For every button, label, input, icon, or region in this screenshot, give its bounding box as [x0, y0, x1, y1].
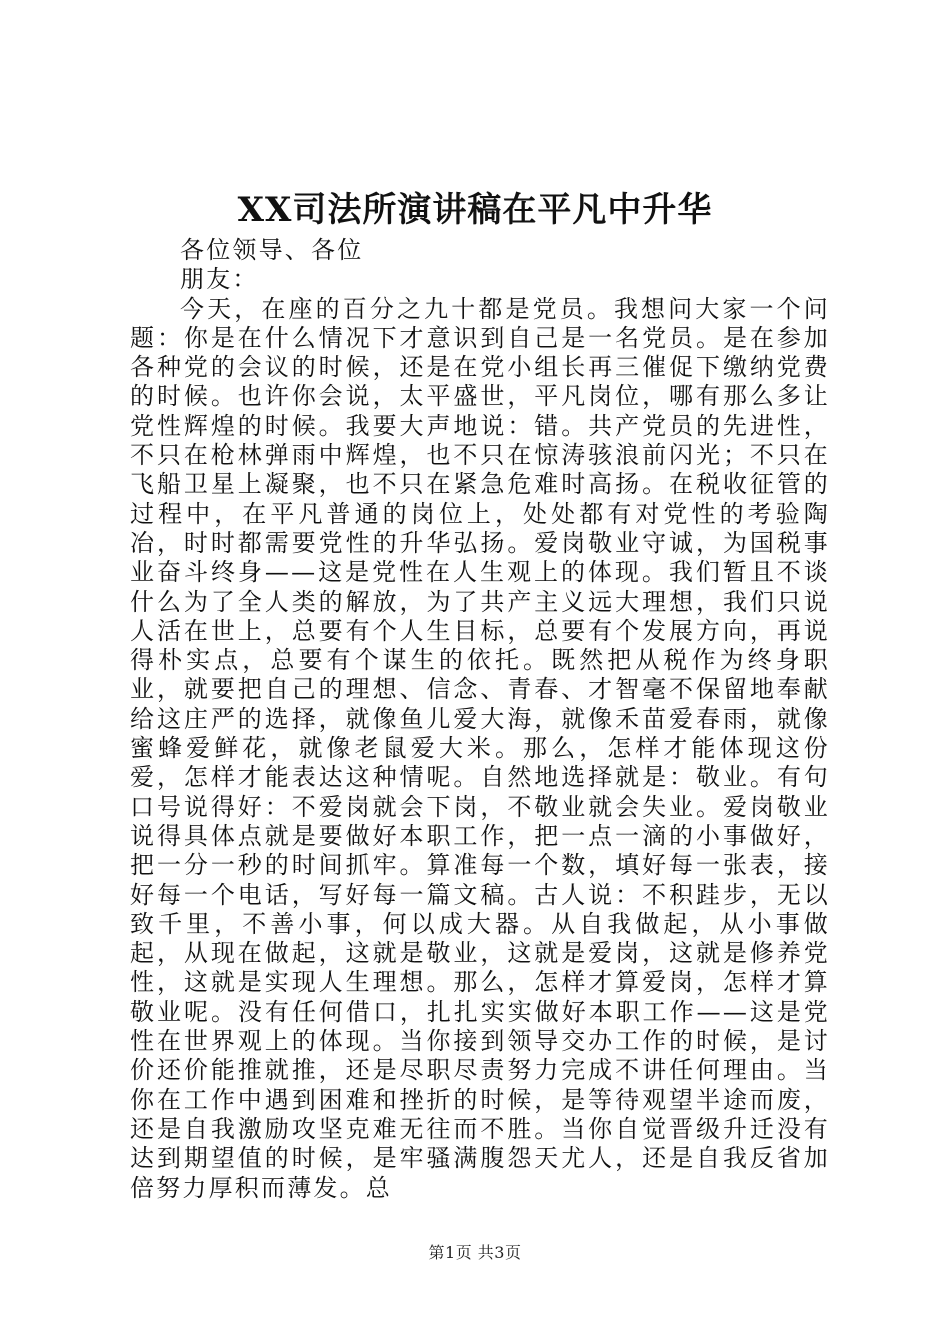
- salutation-line-2: 朋友：: [180, 265, 259, 294]
- salutation-line-1: 各位领导、各位: [180, 236, 364, 264]
- body-paragraph: 今天，在座的百分之九十都是党员。我想问大家一个问题：你是在什么情况下才意识到自己是一名党员。是在参加各种党的会议的时候，还是在党小组长再三催促下缴纳党费的时候。也许你会说，太平盛世，平凡岗位，哪有那么多让党性辉煌的时候。我要大声地说：错。共产党员的先进性，不只在枪林弹雨中辉煌，也不只在惊涛骇浪前闪光；不只在飞船卫星上凝聚，也不只在紧急危难时高扬。在税收征管的过程中，在平凡普通的岗位上，处处都有对党性的考验陶冶，时时都需要党性的升华弘扬。爱岗敬业守诚，为国税事业奋斗终身——这是党性在人生观上的体现。我们暂且不谈什么为了全人类的解放，为了共产主义远大理想，我们只说人活在世上，总要有个人生目标，总要有个发展方向，再说得朴实点，总要有个谋生的依托。既然把从税作为终身职业，就要把自己的理想、信念、青春、才智毫不保留地奉献给这庄严的选择，就像鱼儿爱大海，就像禾苗爱春雨，就像蜜蜂爱鲜花，就像老鼠爱大米。那么，怎样才能体现这份爱，怎样才能表达这种情呢。自然地选择就是：敬业。有句口号说得好：不爱岗就会下岗，不敬业就会失业。爱岗敬业说得具体点就是要做好本职工作，把一点一滴的小事做好，把一分一秒的时间抓牢。算准每一个数，填好每一张表，接好每一个电话，写好每一篇文稿。古人说：不积跬步，无以致千里，不善小事，何以成大器。从自我做起，从小事做起，从现在做起，这就是敬业，这就是爱岗，这就是修养党性，这就是实现人生理想。那么，怎样才算爱岗，怎样才算敬业呢。没有任何借口，扎扎实实做好本职工作——这是党性在世界观上的体现。当你接到领导交办工作的时候，是讨价还价能推就推，还是尽职尽责努力完成不讲任何理由。当你在工作中遇到困难和挫折的时候，是等待观望半途而废，还是自我激励攻坚克难无往而不胜。当你自觉晋级升迁没有达到期望值的时候，是牢骚满腹怨天尤人，还是自我反省加倍努力厚积而薄发。总: [130, 294, 830, 1202]
- page-footer: 第1页 共3页: [428, 1243, 522, 1262]
- document-title: XX司法所演讲稿在平凡中升华: [237, 190, 713, 230]
- document-body: [130, 236, 830, 1203]
